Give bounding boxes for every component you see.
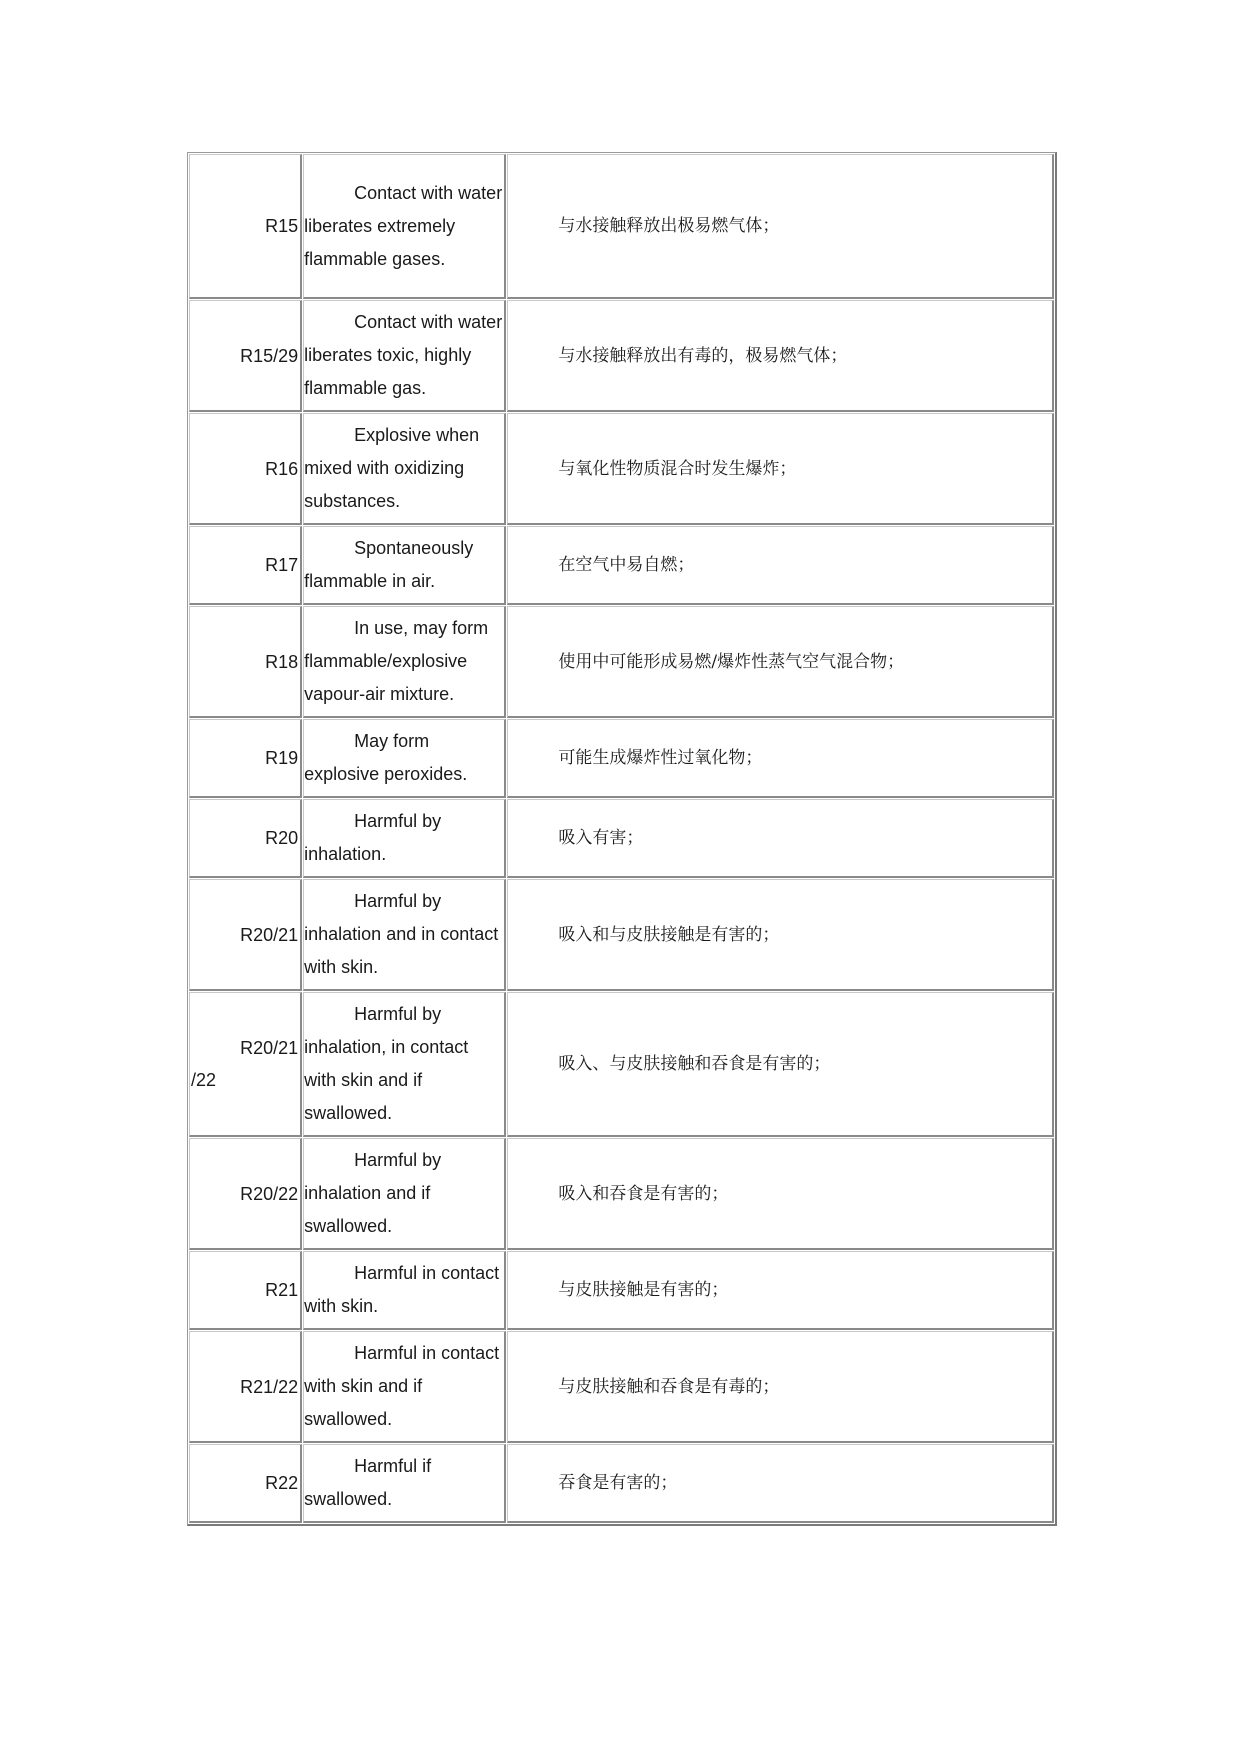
- english-description: Contact with water liberates extremely flammable gases.: [303, 154, 506, 299]
- table-row: [189, 992, 1054, 1137]
- chinese-description: 与皮肤接触是有害的；: [507, 1251, 1054, 1330]
- risk-code-cell: [189, 526, 302, 605]
- chinese-description: 吸入、与皮肤接触和吞食是有害的；: [507, 992, 1054, 1137]
- table-row: [189, 413, 1054, 525]
- risk-code-cell: [189, 154, 302, 299]
- english-description: Harmful by inhalation, in contact with skin and if swallowed.: [303, 992, 506, 1137]
- risk-code: R21/22: [240, 1376, 299, 1397]
- risk-code: R17: [265, 555, 299, 575]
- table-row: [189, 1444, 1054, 1523]
- risk-code-cell: [189, 879, 302, 991]
- english-description: May form explosive peroxides.: [303, 719, 506, 798]
- chinese-description: 与氧化性物质混合时发生爆炸；: [507, 413, 1054, 525]
- english-description: Harmful in contact with skin.: [303, 1251, 506, 1330]
- table-row: [189, 1138, 1054, 1250]
- table-row: [189, 719, 1054, 798]
- risk-code-cell: [189, 300, 302, 412]
- risk-code: R22: [265, 1473, 299, 1493]
- risk-code-continuation: /22: [191, 1070, 217, 1090]
- risk-phrase-table-body: [189, 154, 1054, 1523]
- risk-code-cell: [189, 1444, 302, 1523]
- chinese-description: 可能生成爆炸性过氧化物；: [507, 719, 1054, 798]
- english-description: Spontaneously flammable in air.: [303, 526, 506, 605]
- table-row: [189, 606, 1054, 718]
- chinese-description: 吞食是有害的；: [507, 1444, 1054, 1523]
- chinese-description: 吸入有害；: [507, 799, 1054, 878]
- chinese-description: 与水接触释放出有毒的，极易燃气体；: [507, 300, 1054, 412]
- english-description: Harmful by inhalation and in contact with skin.: [303, 879, 506, 991]
- table-row: [189, 1251, 1054, 1330]
- english-description: Harmful by inhalation and if swallowed.: [303, 1138, 506, 1250]
- risk-code: R20/21: [240, 924, 299, 945]
- table-row: [189, 526, 1054, 605]
- risk-code-cell: [189, 799, 302, 878]
- risk-code: R21: [265, 1280, 299, 1300]
- risk-code: R18: [265, 651, 299, 672]
- english-description: Explosive when mixed with oxidizing substances.: [303, 413, 506, 525]
- risk-code: R15: [265, 216, 299, 236]
- english-description: Harmful in contact with skin and if swallowed.: [303, 1331, 506, 1443]
- risk-code-cell: [189, 606, 302, 718]
- risk-phrase-table: [187, 152, 1057, 1526]
- risk-code-cell: [189, 992, 302, 1137]
- chinese-description: 与水接触释放出极易燃气体；: [507, 154, 1054, 299]
- chinese-description: 与皮肤接触和吞食是有毒的；: [507, 1331, 1054, 1443]
- risk-code: R19: [265, 748, 299, 768]
- risk-code: R20/22: [240, 1183, 299, 1204]
- chinese-description: 使用中可能形成易燃/爆炸性蒸气空气混合物；: [507, 606, 1054, 718]
- table-row: [189, 1331, 1054, 1443]
- table-row: [189, 799, 1054, 878]
- chinese-description: 吸入和吞食是有害的；: [507, 1138, 1054, 1250]
- english-description: Harmful by inhalation.: [303, 799, 506, 878]
- english-description: Contact with water liberates toxic, highly flammable gas.: [303, 300, 506, 412]
- english-description: In use, may form flammable/explosive vapour-air mixture.: [303, 606, 506, 718]
- risk-code: R15/29: [240, 345, 299, 366]
- risk-code: R20/21: [240, 1038, 299, 1058]
- english-description: Harmful if swallowed.: [303, 1444, 506, 1523]
- risk-code-cell: [189, 1138, 302, 1250]
- chinese-description: 在空气中易自燃；: [507, 526, 1054, 605]
- risk-code-cell: [189, 1331, 302, 1443]
- risk-code-cell: [189, 1251, 302, 1330]
- table-row: [189, 154, 1054, 299]
- risk-code-cell: [189, 413, 302, 525]
- risk-code-cell: [189, 719, 302, 798]
- table-row: [189, 879, 1054, 991]
- risk-code: R16: [265, 458, 299, 479]
- risk-code: R20: [265, 828, 299, 848]
- chinese-description: 吸入和与皮肤接触是有害的；: [507, 879, 1054, 991]
- table-row: [189, 300, 1054, 412]
